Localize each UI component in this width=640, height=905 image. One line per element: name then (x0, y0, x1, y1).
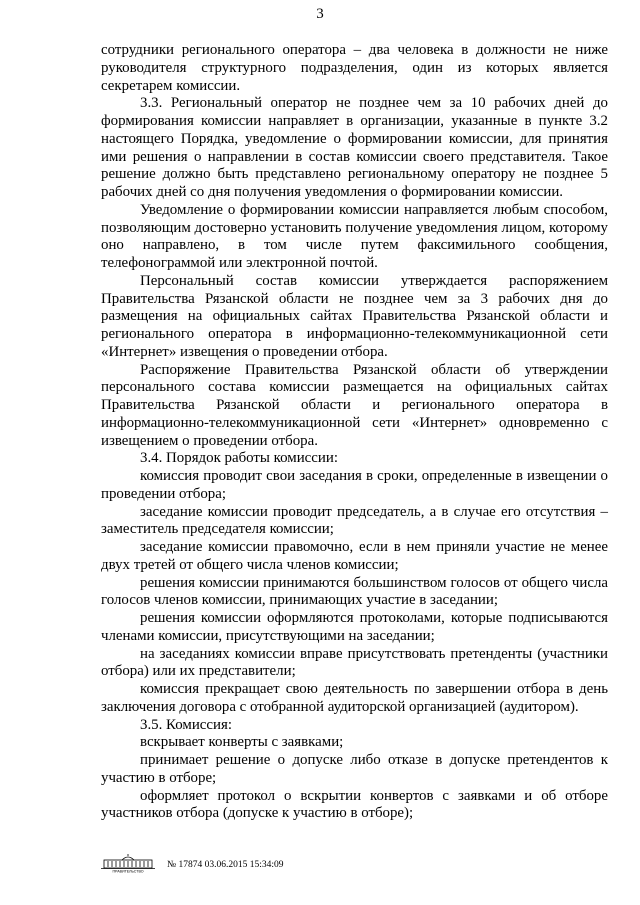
paragraph: принимает решение о допуске либо отказе в допуске претендентов к участию в отборе; (101, 752, 608, 786)
paragraph: 3.3. Региональный оператор не позднее чем за 10 рабочих дней до формирования комиссии направляет в организации, указанные в пункте 3.2 настоящего Порядка, уведомление о формировании комиссии, для принятия ими решения о направлении в состав комиссии своего представителя. Такое решение должно быть представлено региональному оператору не позднее 5 рабочих дней со дня получения уведомления о формировании комиссии. (101, 95, 608, 200)
paragraph: заседание комиссии правомочно, если в нем приняли участие не менее двух третей от общего числа членов комиссии; (101, 539, 608, 573)
paragraph: решения комиссии принимаются большинством голосов от общего числа голосов членов комиссии, принимающих участие в заседании; (101, 574, 608, 609)
footer (100, 853, 400, 873)
paragraph: на заседаниях комиссии вправе присутствовать претенденты (участники отбора) или их представители; (101, 645, 608, 680)
government-building-icon (100, 853, 156, 873)
paragraph: Персональный состав комиссии утверждается распоряжением Правительства Рязанской области не позднее чем за 3 рабочих дня до размещения на официальных сайтах Правительства Рязанской области и регионального оператора в информационно-телекоммуникационной сети «Интернет» извещения о проведении отбора. (101, 272, 608, 360)
document-body (101, 42, 608, 823)
paragraph: решения комиссии оформляются протоколами, которые подписываются членами комиссии, присутствующими на заседании; (101, 610, 608, 644)
paragraph: комиссия прекращает свою деятельность по завершении отбора в день заключения договора с отобранной аудиторской организацией (аудитором). (101, 681, 608, 715)
paragraph: заседание комиссии проводит председатель, а в случае его отсутствия – заместитель председателя комиссии; (101, 503, 608, 538)
paragraph: вскрывает конверты с заявками; (140, 734, 344, 751)
paragraph: сотрудники регионального оператора – два человека в должности не ниже руководителя структурного подразделения, один из которых является секретарем комиссии. (101, 42, 608, 94)
registration-stamp: № 17874 03.06.2015 15:34:09 (167, 860, 284, 870)
paragraph: Распоряжение Правительства Рязанской области об утверждении персонального состава комиссии размещается на официальных сайтах Правительства Рязанской области и регионального оператора в информационно-телекоммуникационной сети «Интернет» одновременно с извещением о проведении отбора. (101, 361, 608, 449)
paragraph: комиссия проводит свои заседания в сроки, определенные в извещении о проведении отбора; (101, 468, 608, 502)
seal-caption: ПРАВИТЕЛЬСТВО (112, 869, 144, 873)
paragraph: 3.5. Комиссия: (140, 716, 232, 733)
paragraph: оформляет протокол о вскрытии конвертов с заявками и об отборе участников отбора (допуске к участию в отборе); (101, 787, 608, 822)
paragraph: 3.4. Порядок работы комиссии: (140, 450, 338, 467)
page-number: 3 (316, 6, 324, 22)
paragraph: Уведомление о формировании комиссии направляется любым способом, позволяющим достоверно установить получение уведомления лицом, которому оно направлено, в том числе путем факсимильного сообщения, телефонограммой или электронной почтой. (101, 201, 608, 271)
